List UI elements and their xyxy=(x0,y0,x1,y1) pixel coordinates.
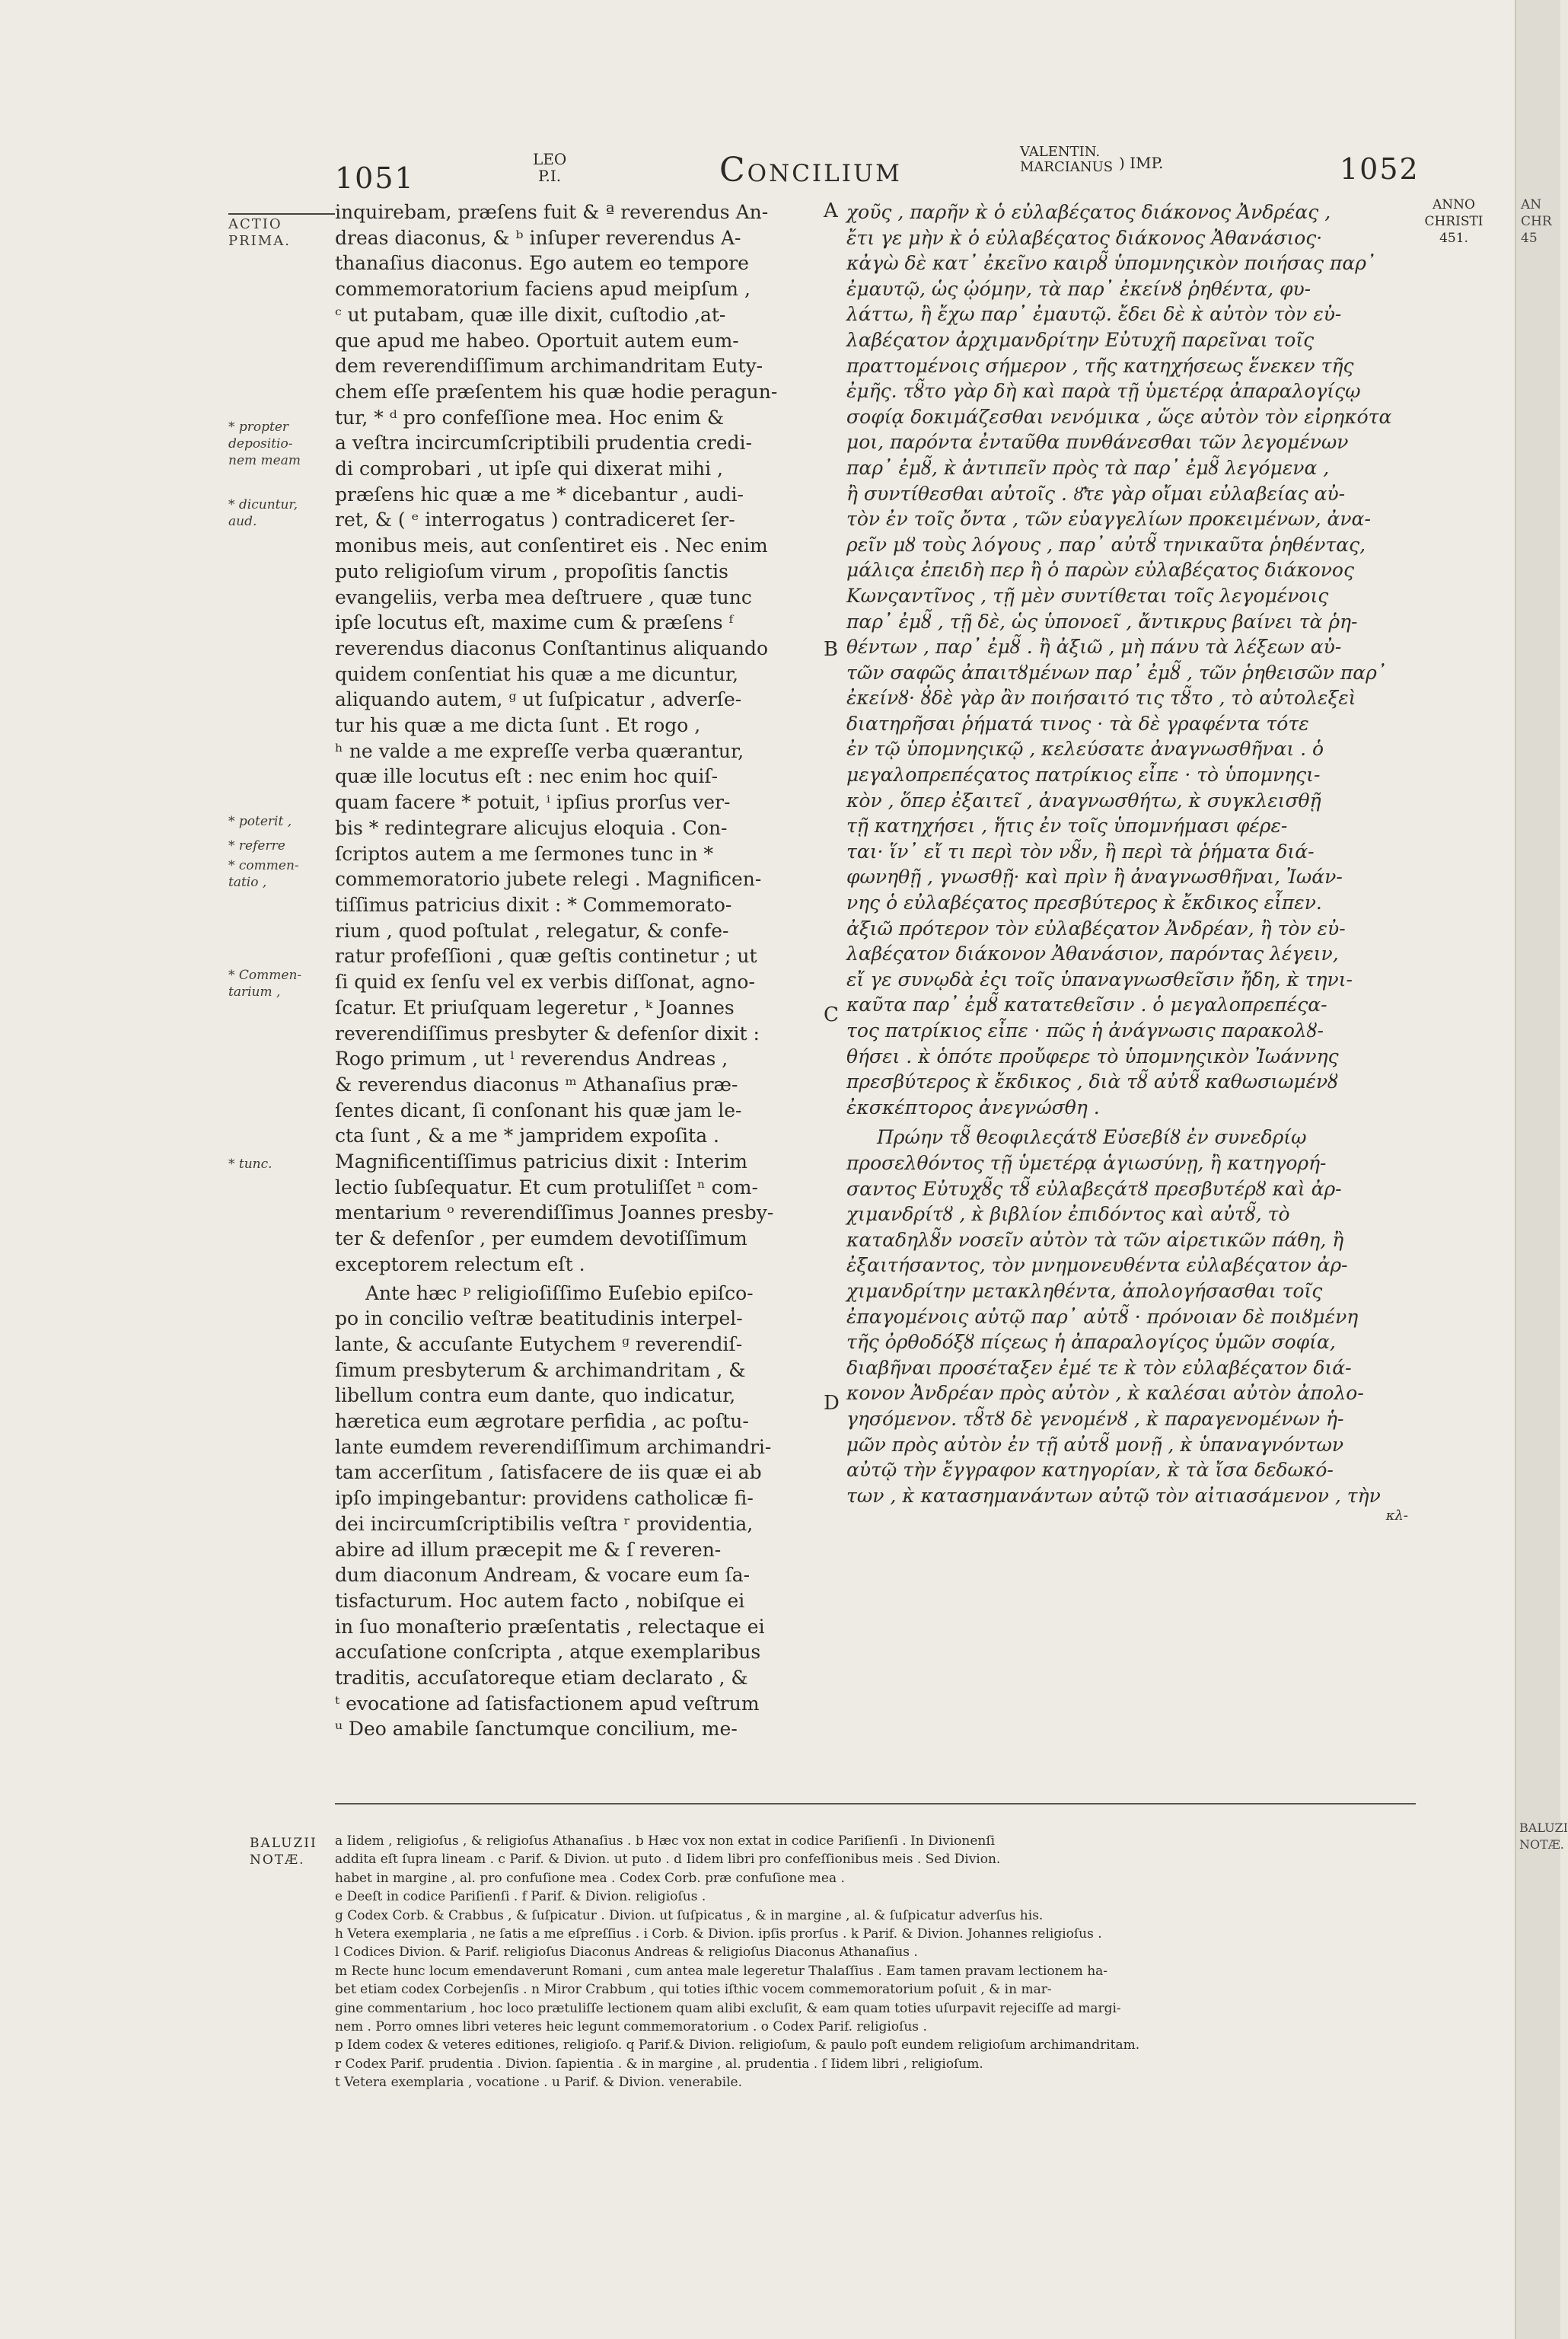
anno-christi: ANNO CHRISTI 451. xyxy=(1424,197,1484,246)
latin-line: in ſuo monaſterio præſentatis , relectaque ei xyxy=(335,1615,765,1638)
greek-line: παρ᾽ ἐμȣ̃ , τῇ δὲ, ὡς ὑπονοεῖ , ἄντικρυς βαίνει τὰ ῥη- xyxy=(846,610,1358,633)
greek-line: μῶν πρὸς αὐτὸν ἐν τῇ αὐτȣ̃ μονῇ , κ̀ ὑπαναγνόντων xyxy=(846,1433,1344,1456)
greek-line: χιμανδρίτην μετακληθέντα, ἀπολογήσασθαι τοῖς xyxy=(846,1279,1323,1302)
latin-line: chem eſſe præſentem his quæ hodie peragun- xyxy=(335,380,778,403)
greek-line: χοῦς , παρῆν κ̀ ὁ εὐλαβέςατος διάκονος Ἀνδρέας , xyxy=(846,201,1331,223)
greek-line: λαβέςατον διάκονον Ἀθανάσιον, παρόντας λέγειν, xyxy=(846,943,1339,965)
greek-line: σαντος Εὐτυχȣ̃ς τȣ̃ εὐλαβεςάτȣ πρεσβυτέρȣ καὶ ἀρ- xyxy=(846,1177,1342,1200)
latin-line: dei incircumſcriptibilis veſtra ʳ providentia, xyxy=(335,1512,754,1535)
latin-line: traditis, accuſatoreque etiam declarato , & xyxy=(335,1667,748,1690)
latin-column xyxy=(335,199,822,1742)
latin-line: ter & defenſor , per eumdem devotiſſimum xyxy=(335,1227,747,1250)
latin-paragraph xyxy=(335,1281,822,1743)
greek-line: ἐμαυτῷ, ὡς ᾠόμην, τὰ παρ᾽ ἐκείνȣ ῥηθέντα, φυ- xyxy=(846,277,1311,300)
page-number-left: 1051 xyxy=(335,161,415,195)
latin-line: mentarium ᵒ reverendiſſimus Joannes presby- xyxy=(335,1201,774,1224)
latin-line: commemoratorio jubete relegi . Magnificen- xyxy=(335,868,762,891)
greek-line: τῶν σαφῶς ἀπαιτȣμένων παρ᾽ ἐμȣ̃ , τῶν ῥηθεισῶν παρ᾽ xyxy=(846,661,1387,684)
footnote-line: a Iidem , religioſus , & religioſus Athanaſius . b Hæc vox non extat in codice Pariſienſi . In Divionenſi xyxy=(335,1833,996,1849)
imp-label: ) IMP. xyxy=(1119,154,1164,172)
footnote-line: nem . Porro omnes libri veteres heic legunt commemoratorium . o Codex Parif. religioſus . xyxy=(335,2019,927,2035)
greek-line: νης ὁ εὐλαβέςατος πρεσβύτερος κ̀ ἔκδικος εἶπεν. xyxy=(846,892,1322,914)
latin-line: di comprobari , ut ipſe qui dixerat mihi , xyxy=(335,458,723,480)
latin-line: tiſſimus patricius dixit : * Commemorato- xyxy=(335,893,732,916)
greek-line: κονον Ἀνδρέαν πρὸς αὐτὸν , κ̀ καλέσαι αὐτὸν ἀπολο- xyxy=(846,1382,1364,1405)
margin-note: * referre xyxy=(228,838,285,854)
catchword: κλ- xyxy=(1385,1508,1408,1524)
latin-line: puto religioſum virum , propoſitis ſanctis xyxy=(335,560,728,582)
greek-paragraph xyxy=(846,199,1408,1120)
margin-note: * Commen- tarium , xyxy=(228,968,302,1000)
footnote-line: h Vetera exemplaria , ne ſatis a me eſpreſſius . i Corb. & Divion. ipſis prorſus . k Parif. & Divion. Johannes religioſus . xyxy=(335,1926,1102,1942)
greek-line: ἐπαγομένοις αὐτῷ παρ᾽ αὐτȣ̃ · πρόνοιαν δὲ ποιȣμένη xyxy=(846,1305,1359,1328)
footnote-line: habet in margine , al. pro confuſione mea . Codex Corb. præ confuſione mea . xyxy=(335,1870,845,1886)
footnote-line: bet etiam codex Corbejenſis . n Miror Crabbum , qui toties iſthic vocem commemoratorium poſuit , & in mar- xyxy=(335,1982,1052,1998)
greek-line: ἐκσκέπτορος ἀνεγνώσθη . xyxy=(846,1096,1100,1118)
latin-line: ſcatur. Et priuſquam legeretur , ᵏ Joannes xyxy=(335,996,735,1019)
greek-line: Πρώην τȣ̃ θεοφιλεςάτȣ Εὐσεβίȣ ἐν συνεδρίῳ xyxy=(877,1126,1307,1149)
greek-line: αὐτῷ τὴν ἔγγραφον κατηγορίαν, κ̀ τὰ ἴσα δεδωκό- xyxy=(846,1459,1334,1482)
running-header xyxy=(0,145,1515,206)
section-letter: D xyxy=(824,1392,840,1415)
latin-line: lante eumdem reverendiſſimum archimandri- xyxy=(335,1435,772,1458)
latin-line: exceptorem relectum eſt . xyxy=(335,1252,585,1275)
footnote-line: r Codex Parif. prudentia . Divion. ſapientia . & in margine , al. prudentia . ſ Iidem libri , religioſum. xyxy=(335,2056,983,2072)
greek-line: λαβέςατον ἀρχιμανδρίτην Εὐτυχῆ παρεῖναι τοῖς xyxy=(846,328,1315,351)
greek-line: θέντων , παρ᾽ ἐμȣ̃ . ἢ ἀξιῶ , μὴ πάνυ τὰ λέξεων αὐ- xyxy=(846,636,1342,659)
greek-column xyxy=(846,199,1408,1524)
latin-line: lectio ſubſequatur. Et cum protuliſſet ⁿ com- xyxy=(335,1176,758,1198)
footnote-line: p Idem codex & veteres editiones, religioſo. q Parif.& Divion. religioſum, & paulo poſt eundem religioſum archimandritam. xyxy=(335,2037,1140,2053)
emperors-label: VALENTIN. MARCIANUS xyxy=(1020,144,1114,175)
latin-line: ratur profeſſioni , quæ geſtis continetur ; ut xyxy=(335,945,757,968)
latin-line: ſcriptos autem a me ſermones tunc in * xyxy=(335,842,714,865)
latin-line: tisfacturum. Hoc autem facto , nobiſque ei xyxy=(335,1589,745,1612)
latin-line: ſimum presbyterum & archimandritam , & xyxy=(335,1358,746,1381)
latin-line: libellum contra eum dante, quo indicatur, xyxy=(335,1384,736,1407)
greek-paragraph xyxy=(846,1125,1408,1508)
greek-line: πραττομένοις σήμερον , τῆς κατηχήσεως ἕνεκεν τῆς xyxy=(846,354,1354,377)
greek-line: προσελθόντος τῇ ὑμετέρᾳ ἁγιωσύνῃ, ἢ κατηγορή- xyxy=(846,1151,1327,1174)
latin-line: quidem conſentiat his quæ a me dicuntur, xyxy=(335,662,739,685)
latin-line: ipſe locutus eſt, maxime cum & præſens ᶠ xyxy=(335,611,734,634)
section-letter: A xyxy=(824,199,838,222)
latin-line: reverendiſſimus presbyter & defenſor dixit : xyxy=(335,1022,760,1045)
page-title: Concilium xyxy=(719,151,902,190)
greek-line: καῦτα παρ᾽ ἐμȣ̃ κατατεθεῖσιν . ὁ μεγαλοπρεπέςα- xyxy=(846,994,1327,1016)
margin-note: * dicuntur, aud. xyxy=(228,497,298,529)
greek-line: ἐμῆς. τȣ̃το γὰρ δὴ καὶ παρὰ τῇ ὑμετέρᾳ ἀπαραλογίςῳ xyxy=(846,380,1361,403)
greek-line: ται· ἵν᾽ εἴ τι περὶ τὸν νȣ̃ν, ἢ περὶ τὰ ῥήματα διά- xyxy=(846,840,1315,863)
latin-line: Magnificentiſſimus patricius dixit : Interim xyxy=(335,1150,748,1173)
latin-line: dum diaconum Andream, & vocare eum ſa- xyxy=(335,1564,751,1587)
greek-line: γησόμενον. τȣ̃τȣ δὲ γενομένȣ , κ̀ παραγενομένων ἡ- xyxy=(846,1407,1344,1430)
latin-line: quam facere * potuit, ⁱ ipſius prorſus ver- xyxy=(335,791,731,814)
greek-line: σοφίᾳ δοκιμάζεσθαι νενόμικα , ὥςε αὐτὸν τὸν εἰρηκότα xyxy=(846,405,1392,428)
greek-line: ἐκείνȣ· ȣ̓δὲ γὰρ ἂν ποιήσαιτό τις τȣ̃το , τὸ αὐτολεξεὶ xyxy=(846,687,1356,710)
greek-line: θήσει . κ̀ ὁπότε προὔφερε τὸ ὑπομνηςικὸν Ἰωάννης xyxy=(846,1045,1339,1067)
greek-line: ἔτι γε μὴν κ̀ ὁ εὐλαβέςατος διάκονος Ἀθανάσιος· xyxy=(846,226,1323,249)
latin-line: inquirebam, præſens fuit & ª reverendus An- xyxy=(335,201,769,223)
actio-label: ACTIO PRIMA. xyxy=(228,213,335,250)
greek-line: εἴ γε συνῳδὰ ἐςι τοῖς ὑπαναγνωσθεῖσιν ἤδη, κ̀ τηνι- xyxy=(846,968,1353,991)
divider xyxy=(335,1803,1416,1805)
latin-line: tam accerſitum , ſatisfacere de iis quæ ei ab xyxy=(335,1461,762,1484)
footnotes xyxy=(335,1832,1431,2092)
next-baluzi: BALUZI NOTÆ. xyxy=(1519,1820,1568,1852)
page-number-right: 1052 xyxy=(1340,152,1420,186)
greek-line: λάττω, ἢ ἔχω παρ᾽ ἐμαυτῷ. ἔδει δὲ κ̀ αὐτὸν τὸν εὐ- xyxy=(846,303,1342,326)
latin-line: ſi quid ex ſenſu vel ex verbis diſſonat, agno- xyxy=(335,971,755,994)
latin-line: præſens hic quæ a me * dicebantur , audi- xyxy=(335,483,744,506)
footnote-line: g Codex Corb. & Crabbus , & ſuſpicatur . Divion. ut ſuſpicatus , & in margine , al. & ſuſpicatur adverſus his. xyxy=(335,1907,1044,1923)
footnote-line: gine commentarium , hoc loco prætuliſſe lectionem quam alibi excluſit, & eam quam toties uſurpavit rejeciſſe ad margi- xyxy=(335,2000,1121,2016)
margin-note: * poterit , xyxy=(228,814,292,829)
latin-line: reverendus diaconus Conſtantinus aliquando xyxy=(335,637,768,659)
latin-line: ᵗ evocatione ad ſatisfactionem apud veſtrum xyxy=(335,1692,760,1715)
latin-line: quæ ille locutus eſt : nec enim hoc quiſ- xyxy=(335,765,719,788)
latin-line: monibus meis, aut conſentiret eis . Nec enim xyxy=(335,534,768,557)
section-letter: C xyxy=(824,1004,839,1026)
latin-line: ret, & ( ᵉ interrogatus ) contradiceret ſer- xyxy=(335,509,735,531)
greek-line: παρ᾽ ἐμȣ̃, κ̀ ἀντιπεῖν πρὸς τὰ παρ᾽ ἐμȣ̃ λεγόμενα , xyxy=(846,456,1330,479)
section-letter: B xyxy=(824,638,839,661)
latin-line: que apud me habeo. Oportuit autem eum- xyxy=(335,329,739,352)
greek-line: τος πατρίκιος εἶπε · πῶς ἡ ἀνάγνωσις παρακολȣ- xyxy=(846,1020,1324,1042)
greek-line: διαβῆναι προσέταξεν ἐμέ τε κ̀ τὸν εὐλαβέςατον διά- xyxy=(846,1356,1352,1379)
latin-line: ʰ ne valde a me expreſſe verba quærantur, xyxy=(335,739,744,762)
latin-line: lante, & accuſante Eutychem ᵍ reverendiſ- xyxy=(335,1332,743,1355)
greek-line: καταδηλȣ̃ν νοσεῖν αὐτὸν τὰ τῶν αἱρετικῶν πάθη, ἢ xyxy=(846,1228,1344,1251)
greek-line: πρεσβύτερος κ̀ ἔκδικος , διὰ τȣ̃ αὐτȣ̃ καθωσιωμένȣ xyxy=(846,1071,1339,1093)
latin-line: ſentes dicant, ſi conſonant his quæ jam le- xyxy=(335,1099,742,1122)
latin-line: & reverendus diaconus ᵐ Athanaſius præ- xyxy=(335,1073,738,1096)
left-margin-notes xyxy=(228,213,335,1172)
latin-line: commemoratorium faciens apud meipſum , xyxy=(335,278,751,301)
greek-line: χιμανδρίτȣ , κ̀ βιβλίον ἐπιδόντος καὶ αὐτȣ̃, τὸ xyxy=(846,1203,1290,1226)
latin-line: tur, * ᵈ pro confeſſione mea. Hoc enim & xyxy=(335,406,725,429)
latin-paragraph xyxy=(335,199,822,1278)
next-page-edge xyxy=(1515,0,1568,2339)
latin-line: cta ſunt , & a me * jampridem expoſita . xyxy=(335,1125,719,1147)
greek-line: φωνηθῇ , γνωσθῇ· καὶ πρὶν ἢ ἀναγνωσθῆναι, Ἰωάν- xyxy=(846,866,1343,889)
pope-label: LEO P.I. xyxy=(533,150,567,185)
latin-line: accuſatione conſcripta , atque exemplaribus xyxy=(335,1641,761,1664)
greek-line: μοι, παρόντα ἐνταῦθα πυνθάνεσθαι τῶν λεγομένων xyxy=(846,431,1349,454)
greek-line: τῇ κατηχήσει , ἥτις ἐν τοῖς ὑπομνήμασι φέρε- xyxy=(846,815,1288,838)
latin-line: dreas diaconus, & ᵇ inſuper reverendus A- xyxy=(335,226,741,249)
greek-line: ἐξαιτήσαντος, τὸν μνημονευθέντα εὐλαβέςατον ἀρ- xyxy=(846,1254,1348,1277)
footnote-line: m Recte hunc locum emendaverunt Romani , cum antea male legeretur Thalaſſius . Eam tamen pravam lectionem ha- xyxy=(335,1963,1108,1979)
footnote-line: e Deeſt in codice Pariſienſi . f Parif. & Divion. religioſus . xyxy=(335,1889,706,1905)
next-anno: AN CHR 45 xyxy=(1521,197,1552,246)
margin-note: * tunc. xyxy=(228,1157,272,1172)
latin-line: rium , quod poſtulat , relegatur, & confe- xyxy=(335,919,729,942)
latin-line: a veſtra incircumſcriptibili prudentia credi- xyxy=(335,432,752,455)
latin-line: aliquando autem, ᵍ ut ſuſpicatur , adverſe- xyxy=(335,688,742,711)
greek-line: κὸν , ὅπερ ἐξαιτεῖ , ἀναγνωσθήτω, κ̀ συγκλεισθῇ xyxy=(846,789,1321,812)
latin-line: Ante hæc ᵖ religioſiſſimo Euſebio epiſco- xyxy=(365,1281,754,1304)
latin-line: evangeliis, verba mea deſtruere , quæ tunc xyxy=(335,586,752,608)
latin-line: bis * redintegrare alicujus eloquia . Con- xyxy=(335,816,728,839)
margin-note: * commen- tatio , xyxy=(228,858,299,890)
latin-line: ipſo impingebantur: providens catholicæ fi- xyxy=(335,1487,754,1510)
greek-line: μεγαλοπρεπέςατος πατρίκιος εἶπε · τὸ ὑπομνηςι- xyxy=(846,764,1321,787)
margin-note: * propter depositio- nem meam xyxy=(228,420,301,468)
latin-line: thanaſius diaconus. Ego autem eo tempore xyxy=(335,252,749,275)
latin-line: po in concilio veſtræ beatitudinis interpel- xyxy=(335,1307,743,1330)
footnote-line: l Codices Divion. & Parif. religioſus Diaconus Andreas & religioſus Diaconus Athanaſius . xyxy=(335,1945,918,1961)
latin-line: tur his quæ a me dicta ſunt . Et rogo , xyxy=(335,714,701,737)
greek-line: των , κ̀ κατασημανάντων αὐτῷ τὸν αἰτιασάμενον , τὴν xyxy=(846,1484,1381,1507)
greek-line: Κωνςαντῖνος , τῇ μὲν συντίθεται τοῖς λεγομένοις xyxy=(846,584,1329,607)
greek-line: ρεῖν μȣ τοὺς λόγους , παρ᾽ αὐτȣ̃ τηνικαῦτα ῥηθέντας, xyxy=(846,533,1366,556)
greek-line: ἀξιῶ πρότερον τὸν εὐλαβέςατον Ἀνδρέαν, ἢ τὸν εὐ- xyxy=(846,917,1346,940)
latin-line: dem reverendiſſimum archimandritam Euty- xyxy=(335,355,763,378)
greek-line: μάλιςα ἐπειδὴ περ ἢ ὁ παρὼν εὐλαβέςατος διάκονος xyxy=(846,559,1354,582)
latin-line: abire ad illum præcepit me & ſ reveren- xyxy=(335,1538,722,1561)
greek-line: διατηρῆσαι ῥήματά τινος · τὰ δὲ γραφέντα τότε xyxy=(846,712,1309,735)
latin-line: ᵘ Deo amabile ſanctumque concilium, me- xyxy=(335,1718,738,1741)
notes-label: BALUZII NOTÆ. xyxy=(250,1836,317,1868)
latin-line: Rogo primum , ut ˡ reverendus Andreas , xyxy=(335,1048,728,1071)
greek-line: τὸν ἐν τοῖς ὄντα , τῶν εὐαγγελίων προκειμένων, ἀνα- xyxy=(846,508,1371,531)
latin-line: ᶜ ut putabam, quæ ille dixit, cuſtodio ,at- xyxy=(335,303,726,326)
greek-line: κἀγὼ δὲ κατ᾽ ἐκεῖνο καιρȣ̃ ὑπομνηςικὸν ποιήσας παρ᾽ xyxy=(846,252,1376,275)
greek-line: ἐν τῷ ὑπομνηςικῷ , κελεύσατε ἀναγνωσθῆναι . ὁ xyxy=(846,738,1324,761)
footnote-line: t Vetera exemplaria , vocatione . u Parif. & Divion. venerabile. xyxy=(335,2075,742,2091)
greek-line: ἢ συντίθεσθαι αὐτοῖς . ȣ̓͂τε γὰρ οἴμαι εὐλαβείας αὐ- xyxy=(846,482,1346,505)
footnote-line: addita eſt ſupra lineam . c Parif. & Divion. ut puto . d Iidem libri pro confeſſionibus meis . Sed Divion. xyxy=(335,1852,1001,1868)
greek-line: τῆς ὀρθοδόξȣ πίςεως ἡ ἀπαραλογίςος ὑμῶν σοφία, xyxy=(846,1331,1336,1354)
latin-line: hæretica eum ægrotare perfidia , ac poſtu- xyxy=(335,1410,749,1433)
